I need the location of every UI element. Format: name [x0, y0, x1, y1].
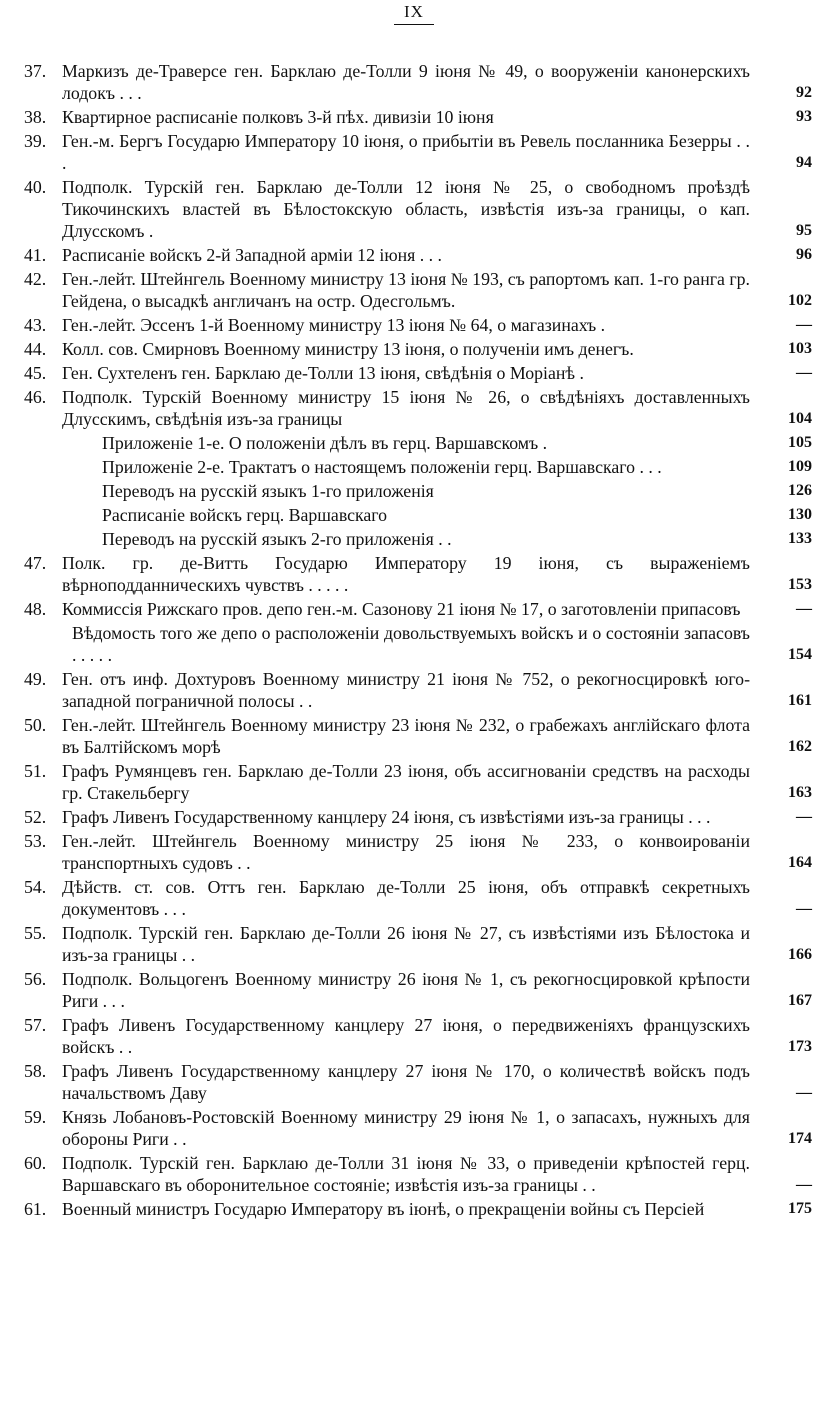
- subentry-text: Расписаніе войскъ герц. Варшавскаго: [102, 505, 388, 525]
- entry-number: 61.: [24, 1199, 47, 1219]
- entry-number: 46.: [24, 387, 47, 407]
- subentry-text: Переводъ на русскій языкъ 1-го приложенія: [102, 481, 434, 501]
- entry-number: 39.: [24, 131, 47, 151]
- entry-number: 37.: [24, 61, 47, 81]
- toc-entry: [0, 106, 828, 128]
- entry-page: 102: [788, 292, 812, 309]
- entry-page: 173: [788, 1038, 812, 1055]
- table-of-contents: [0, 60, 828, 1222]
- entry-page: 92: [796, 84, 812, 101]
- toc-entry: [0, 1106, 828, 1150]
- entry-text: Подполк. Турскій Военному министру 15 іюня № 26, о свѣдѣніяхъ доставленныхъ Длусскимъ, свѣдѣнія изъ-за границы: [62, 387, 750, 429]
- toc-subentry: [0, 432, 828, 454]
- toc-entry: [0, 1014, 828, 1058]
- toc-entry: [0, 922, 828, 966]
- entry-page: —: [796, 364, 812, 381]
- toc-entry: [0, 244, 828, 266]
- entry-number: 43.: [24, 315, 47, 335]
- toc-entry: [0, 668, 828, 712]
- entry-number: 51.: [24, 761, 47, 781]
- entry-text: Графъ Ливенъ Государственному канцлеру 27 іюня № 170, о количествѣ войскъ подъ начальствомъ Даву: [62, 1061, 750, 1103]
- toc-entry: [0, 362, 828, 384]
- entry-page: —: [796, 1084, 812, 1101]
- entry-text: Маркизъ де-Траверсе ген. Барклаю де-Толли 9 іюня № 49, о вооруженіи канонерскихъ лодокъ . . .: [62, 61, 750, 103]
- entry-number: 57.: [24, 1015, 47, 1035]
- entry-number: 44.: [24, 339, 47, 359]
- entry-text: Графъ Ливенъ Государственному канцлеру 24 іюня, съ извѣстіями изъ-за границы . . .: [62, 807, 711, 827]
- toc-subentry: [0, 528, 828, 550]
- entry-text: Колл. сов. Смирновъ Военному министру 13 іюня, о полученіи имъ денегъ.: [62, 339, 634, 359]
- entry-text: Полк. гр. де-Витть Государю Императору 19 іюня, съ выраженіемъ вѣрноподданническихъ чувствъ . . . . .: [62, 553, 750, 595]
- toc-entry: [0, 876, 828, 920]
- page-header: [0, 2, 828, 25]
- entry-page: 164: [788, 854, 812, 871]
- entry-text: Ген.-лейт. Эссенъ 1-й Военному министру 13 іюня № 64, о магазинахъ .: [62, 315, 606, 335]
- entry-text: Ген.-лейт. Штейнгель Военному министру 13 іюня № 193, съ рапортомъ кап. 1-го ранга гр. Гейдена, о высадкѣ англичанъ на остр. Одесгольмъ.: [62, 269, 750, 311]
- entry-number: 59.: [24, 1107, 47, 1127]
- entry-number: 55.: [24, 923, 47, 943]
- entry-number: 38.: [24, 107, 47, 127]
- subentry-page: 130: [788, 506, 812, 523]
- entry-page: 96: [796, 246, 812, 263]
- entry-text: Подполк. Турскій ген. Барклаю де-Толли 26 іюня № 27, съ извѣстіями изъ Бѣлостока и изъ-за границы . .: [62, 923, 750, 965]
- toc-entry: [0, 314, 828, 336]
- toc-entry: [0, 1198, 828, 1220]
- entry-text: Ген.-лейт. Штейнгель Военному министру 25 іюня № 233, о конвоированіи транспортныхъ судовъ . .: [62, 831, 750, 873]
- entry-number: 49.: [24, 669, 47, 689]
- subentry-page: 105: [788, 434, 812, 451]
- entry-page: 161: [788, 692, 812, 709]
- subentry-text: Переводъ на русскій языкъ 2-го приложенія . .: [102, 529, 452, 549]
- toc-entry: [0, 338, 828, 360]
- entry-text: Коммиссія Рижскаго пров. депо ген.-м. Сазонову 21 іюня № 17, о заготовленіи припасовъ: [62, 599, 741, 619]
- entry-text: Подполк. Вольцогенъ Военному министру 26 іюня № 1, съ рекогносцировкой крѣпости Риги . . .: [62, 969, 750, 1011]
- entry-page: —: [796, 1176, 812, 1193]
- entry-page: 153: [788, 576, 812, 593]
- entry-page: —: [796, 900, 812, 917]
- toc-entry: [0, 714, 828, 758]
- toc-entry: [0, 1152, 828, 1196]
- entry-text: Ген.-м. Бергъ Государю Императору 10 іюня, о прибытіи въ Ревель посланника Безерры . . .: [62, 131, 750, 173]
- toc-entry: [0, 806, 828, 828]
- entry-number: 56.: [24, 969, 47, 989]
- entry-page: —: [796, 600, 812, 617]
- entry-number: 42.: [24, 269, 47, 289]
- entry-number: 48.: [24, 599, 47, 619]
- entry-page: 166: [788, 946, 812, 963]
- entry-text: Графъ Румянцевъ ген. Барклаю де-Толли 23 іюня, объ ассигнованіи средствъ на расходы гр. Стакельбергу: [62, 761, 750, 803]
- toc-entry: [0, 1060, 828, 1104]
- entry-page: 163: [788, 784, 812, 801]
- entry-page: 167: [788, 992, 812, 1009]
- toc-entry: [0, 268, 828, 312]
- entry-text: Военный министръ Государю Императору въ іюнѣ, о прекращеніи войны съ Персіей: [62, 1199, 705, 1219]
- entry-text: Подполк. Турскій ген. Барклаю де-Толли 31 іюня № 33, о приведеніи крѣпостей герц. Варшавскаго въ оборонительное состояніе; извѣстія изъ-за границы . .: [62, 1153, 750, 1195]
- entry-number: 54.: [24, 877, 47, 897]
- entry-page: 93: [796, 108, 812, 125]
- toc-subentry: [0, 480, 828, 502]
- entry-page: —: [796, 808, 812, 825]
- entry-text: Графъ Ливенъ Государственному канцлеру 27 іюня, о передвиженіяхъ французскихъ войскъ . .: [62, 1015, 750, 1057]
- entry-page: 174: [788, 1130, 812, 1147]
- entry-page: 94: [796, 154, 812, 171]
- entry-page: 95: [796, 222, 812, 239]
- toc-entry: [0, 968, 828, 1012]
- entry-text: Князь Лобановъ-Ростовскій Военному министру 29 іюня № 1, о запасахъ, нужныхъ для обороны Риги . .: [62, 1107, 750, 1149]
- entry-text: Квартирное расписаніе полковъ 3-й пѣх. дивизіи 10 іюня: [62, 107, 494, 127]
- entry-page: 175: [788, 1200, 812, 1217]
- toc-entry: [0, 60, 828, 104]
- entry-number: 40.: [24, 177, 47, 197]
- toc-entry: [0, 830, 828, 874]
- toc-entry: [0, 386, 828, 430]
- subentry-text: Приложеніе 2-е. Трактатъ о настоящемъ положеніи герц. Варшавскаго . . .: [102, 457, 662, 477]
- entry-number: 45.: [24, 363, 47, 383]
- subentry-text: Приложеніе 1-е. О положеніи дѣлъ въ герц. Варшавскомъ .: [102, 433, 548, 453]
- entry-text: Расписаніе войскъ 2-й Западной арміи 12 іюня . . .: [62, 245, 442, 265]
- toc-subentry: [0, 622, 828, 666]
- entry-page: 104: [788, 410, 812, 427]
- toc-subentry: [0, 504, 828, 526]
- toc-entry: [0, 176, 828, 242]
- subentry-text: Вѣдомость того же депо о расположеніи довольствуемыхъ войскъ и о состояніи запасовъ . . . . .: [72, 623, 750, 665]
- subentry-page: 126: [788, 482, 812, 499]
- toc-subentry: [0, 456, 828, 478]
- entry-text: Подполк. Турскій ген. Барклаю де-Толли 12 іюня № 25, о свободномъ проѣздѣ Тикочинскихъ властей въ Бѣлостокскую область, извѣстія изъ-за границы, о кап. Длусскомъ .: [62, 177, 750, 241]
- toc-entry: [0, 552, 828, 596]
- toc-entry: [0, 130, 828, 174]
- toc-entry: [0, 598, 828, 620]
- entry-number: 60.: [24, 1153, 47, 1173]
- toc-entry: [0, 760, 828, 804]
- page-number: IX: [394, 2, 434, 25]
- entry-number: 50.: [24, 715, 47, 735]
- entry-page: —: [796, 316, 812, 333]
- entry-text: Дѣйств. ст. сов. Оттъ ген. Барклаю де-Толли 25 іюня, объ отправкѣ секретныхъ документовъ . . .: [62, 877, 750, 919]
- subentry-page: 133: [788, 530, 812, 547]
- entry-text: Ген. отъ инф. Дохтуровъ Военному министру 21 іюня № 752, о рекогносцировкѣ юго-западной пограничной полосы . .: [62, 669, 750, 711]
- entry-number: 41.: [24, 245, 47, 265]
- entry-text: Ген.-лейт. Штейнгель Военному министру 23 іюня № 232, о грабежахъ англійскаго флота въ Балтійскомъ морѣ: [62, 715, 750, 757]
- entry-number: 47.: [24, 553, 47, 573]
- entry-page: 103: [788, 340, 812, 357]
- entry-number: 53.: [24, 831, 47, 851]
- entry-text: Ген. Сухтеленъ ген. Барклаю де-Толли 13 іюня, свѣдѣнія о Моріанѣ .: [62, 363, 584, 383]
- entry-number: 58.: [24, 1061, 47, 1081]
- subentry-page: 109: [788, 458, 812, 475]
- entry-number: 52.: [24, 807, 47, 827]
- entry-page: 162: [788, 738, 812, 755]
- subentry-page: 154: [788, 646, 812, 663]
